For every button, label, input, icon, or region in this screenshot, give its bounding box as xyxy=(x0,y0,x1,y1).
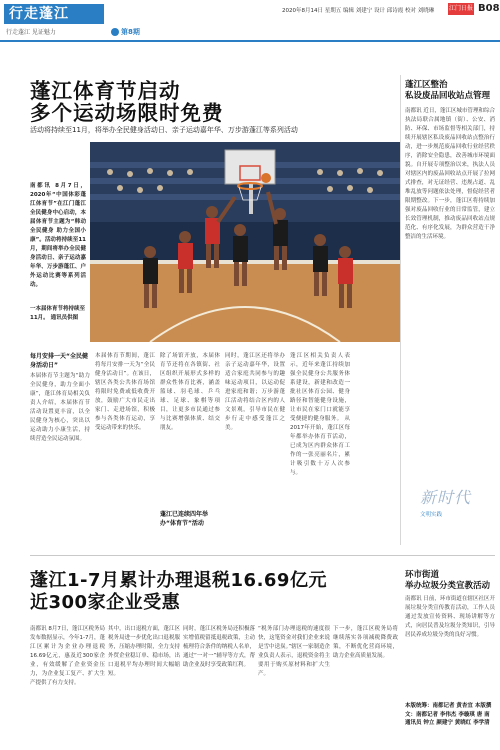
second-headline xyxy=(30,570,390,614)
second-headline-line2: 近300家企业受惠 xyxy=(30,592,181,613)
second-headline-line1: 蓬江1-7月累计办理退税16.69亿元 xyxy=(30,570,327,591)
basketball-photo xyxy=(90,142,400,342)
article2-body-column-4: “税务部门办理退税的速度很快，这笔资金对我们企业来说是雪中送炭。”辖区一家制造企业负责人表示，退税资金将主要用于购买原材料和扩大生产。 xyxy=(258,626,330,677)
issue-label xyxy=(111,27,147,37)
logo-big-text: 新时代 xyxy=(420,488,472,507)
article1-body-column-2: 本届体育节期间，蓬江将每月安排一天为“全民健身活动日”。在该日，辖区各类公共体育场馆将限时免费或低收费开放，鼓励广大市民走出家门、走进场馆，积极参与各类体育运动，享受运动带来的快乐。 xyxy=(95,353,155,431)
page-credits: 本版统筹：南都记者 黄杏宜 本版撰文：南都记者 李伟杰 李璇琪 唐 南 通讯员 钟立 颜建宁 黄晓红 李学清 xyxy=(405,703,492,726)
main-headline-line1: 蓬江体育节启动 xyxy=(30,79,181,103)
article1-body-column-5 xyxy=(290,352,350,552)
masthead xyxy=(0,0,500,40)
civilization-practice-logo xyxy=(420,485,490,525)
article2-body-column-2: 其中，出口退税方面，蓬江区税务局进一步优化出口退税服务，压缩办理时限，全力支持外贸企业稳订单、稳市场，出口退税平均办理时间大幅缩短。 xyxy=(108,626,180,677)
main-headline xyxy=(30,80,390,124)
logo-small-text: 文明实践 xyxy=(420,512,443,518)
column-divider xyxy=(400,75,401,545)
masthead-rule xyxy=(0,40,500,42)
photo-caption: 一本届体育节将持续至11月。 通讯员供图 xyxy=(30,306,86,321)
sidebar2-headline-line2: 举办垃圾分类宣教活动 xyxy=(405,581,491,591)
newspaper-logo: 行走蓬江 xyxy=(4,4,104,24)
sidebar2-headline-line1: 环市街道 xyxy=(405,570,440,580)
main-headline-line2: 多个运动场限时免费 xyxy=(30,101,224,125)
newspaper-badge: 江门日报 xyxy=(448,3,474,15)
sidebar2-body: 南都讯 日前，环市街道在辖区社区开展垃圾分类宣传教育活动，工作人员通过发放宣传资料、现场讲解等方式，向居民普及垃圾分类知识，引导居民养成垃圾分类的良好习惯。 xyxy=(405,596,495,638)
issue-dot-icon xyxy=(111,28,119,36)
sidebar-headline-line2: 私设废品回收站点管理 xyxy=(405,91,491,101)
article1-body-column-5-extra: 从2017年开始，蓬江区每年都举办体育节活动，已成为区内群众体育工作的一张亮丽名片，累计吸引数十万人次参与。 xyxy=(290,416,350,476)
masthead-subtitle: 行走蓬江 见证魅力 xyxy=(6,29,56,36)
section-heading-four-years: 蓬江已连续四年举办“体育节”活动 xyxy=(160,511,209,527)
sidebar2-headline xyxy=(405,570,495,592)
article1-body-column-1: 本届体育节主题为“助力全民健身，助力全面小康”，蓬江体育局相关负责人介绍，本届体育节活动设置更丰富，以全民健身为核心，突出以运动助力小康生活，持续营造全民运动氛围。 xyxy=(30,373,90,442)
edition-info: 2020年8月14日 星期五 编辑 刘建宁 设计 邱诗霞 校对 刘晓琳 xyxy=(282,8,435,14)
article1-body-column-5-text: 蓬江区相关负责人表示，近年来蓬江持续加强全民健身公共服务体系建设，新建和改造一批社区体育公园、健身路径和智能健身设施，让市民在家门口就能享受便捷的健身服务。 xyxy=(290,353,350,422)
sidebar-headline xyxy=(405,80,495,102)
page-code: B08 xyxy=(478,3,500,14)
article1-body-column-3-text: 除了场馆开放，本届体育节还将在各镇街、社区组织开展形式多样的群众性体育比赛，涵盖篮球、羽毛球、乒乓球、足球、象棋等项目，让更多市民通过参与比赛增强体质、结交朋友。 xyxy=(160,353,220,431)
article2-body-column-3: 同时，蓬江区税务局还积极落实增值税留抵退税政策，主动梳理符合条件的纳税人名单，通过“一对一”辅导等方式，帮助企业及时享受政策红利。 xyxy=(183,626,255,668)
lead-paragraph: 南都讯 8月7日，2020年“中国体彩蓬江体育节”在江门蓬江全民健身中心启动，本届体育节主题为“韩动全民健身 助力全国小康”。活动将持续至11月，期间将举办全民健身活动日、亲子运动嘉年华、万步游蓬江、户外运动比赛等系列活动。 xyxy=(30,183,86,288)
sidebar-body: 南都讯 近日，蓬江区城市管理和综合执法局联合属地镇（街）、公安、消防、环保、市场监督等相关部门，持续开展辖区私设废品回收站点整治行动，进一步规范废品回收行业经营秩序，消除安全隐患，改善城市环境面貌。自开展专项整治以来，执法人员对辖区内的废品回收站点开展了拉网式排查，对无证经营、违规占道、乱堆乱放等问题依法处理，督促经营者限期整改。下一步，蓬江区将持续加强对废品回收行业的日常监管，建立长效管理机制，推动废品回收站点规范化、有序化发展，为群众营造干净整洁的生活环境。 xyxy=(405,108,495,240)
basketball-scene-illustration xyxy=(90,142,400,342)
issue-number: 第8期 xyxy=(121,28,140,36)
article1-body-column-4: 同时，蓬江区还将举办亲子运动嘉年华，设置适合家庭共同参与的趣味运动项目，以运动促进家庭和谐；万步游蓬江活动将结合区内的人文景观，引导市民在健步行走中感受蓬江之美。 xyxy=(225,353,285,431)
main-subheadline: 活动将持续至11月，将举办全民健身活动日、亲子运动嘉年华、万步游蓬江等系列活动 xyxy=(30,126,298,134)
sidebar-headline-line1: 蓬江区整治 xyxy=(405,80,448,90)
section-separator xyxy=(30,555,495,556)
article2-body-column-1: 南都讯 8月7日，蓬江区税务局发布数据显示，今年1-7月，蓬江区累计为企业办理退税16.69亿元，惠及近300家企业，有效缓解了企业资金压力，为企业复工复产、扩大生产提供了有力支持。 xyxy=(30,626,105,686)
article2-body-column-5: 下一步，蓬江区税务局将继续落实各项减税降费政策，不断优化营商环境，助力企业高质量发展。 xyxy=(333,626,398,659)
section-heading-fitness-day: 每月安排一天“全民健身活动日” xyxy=(30,353,88,369)
